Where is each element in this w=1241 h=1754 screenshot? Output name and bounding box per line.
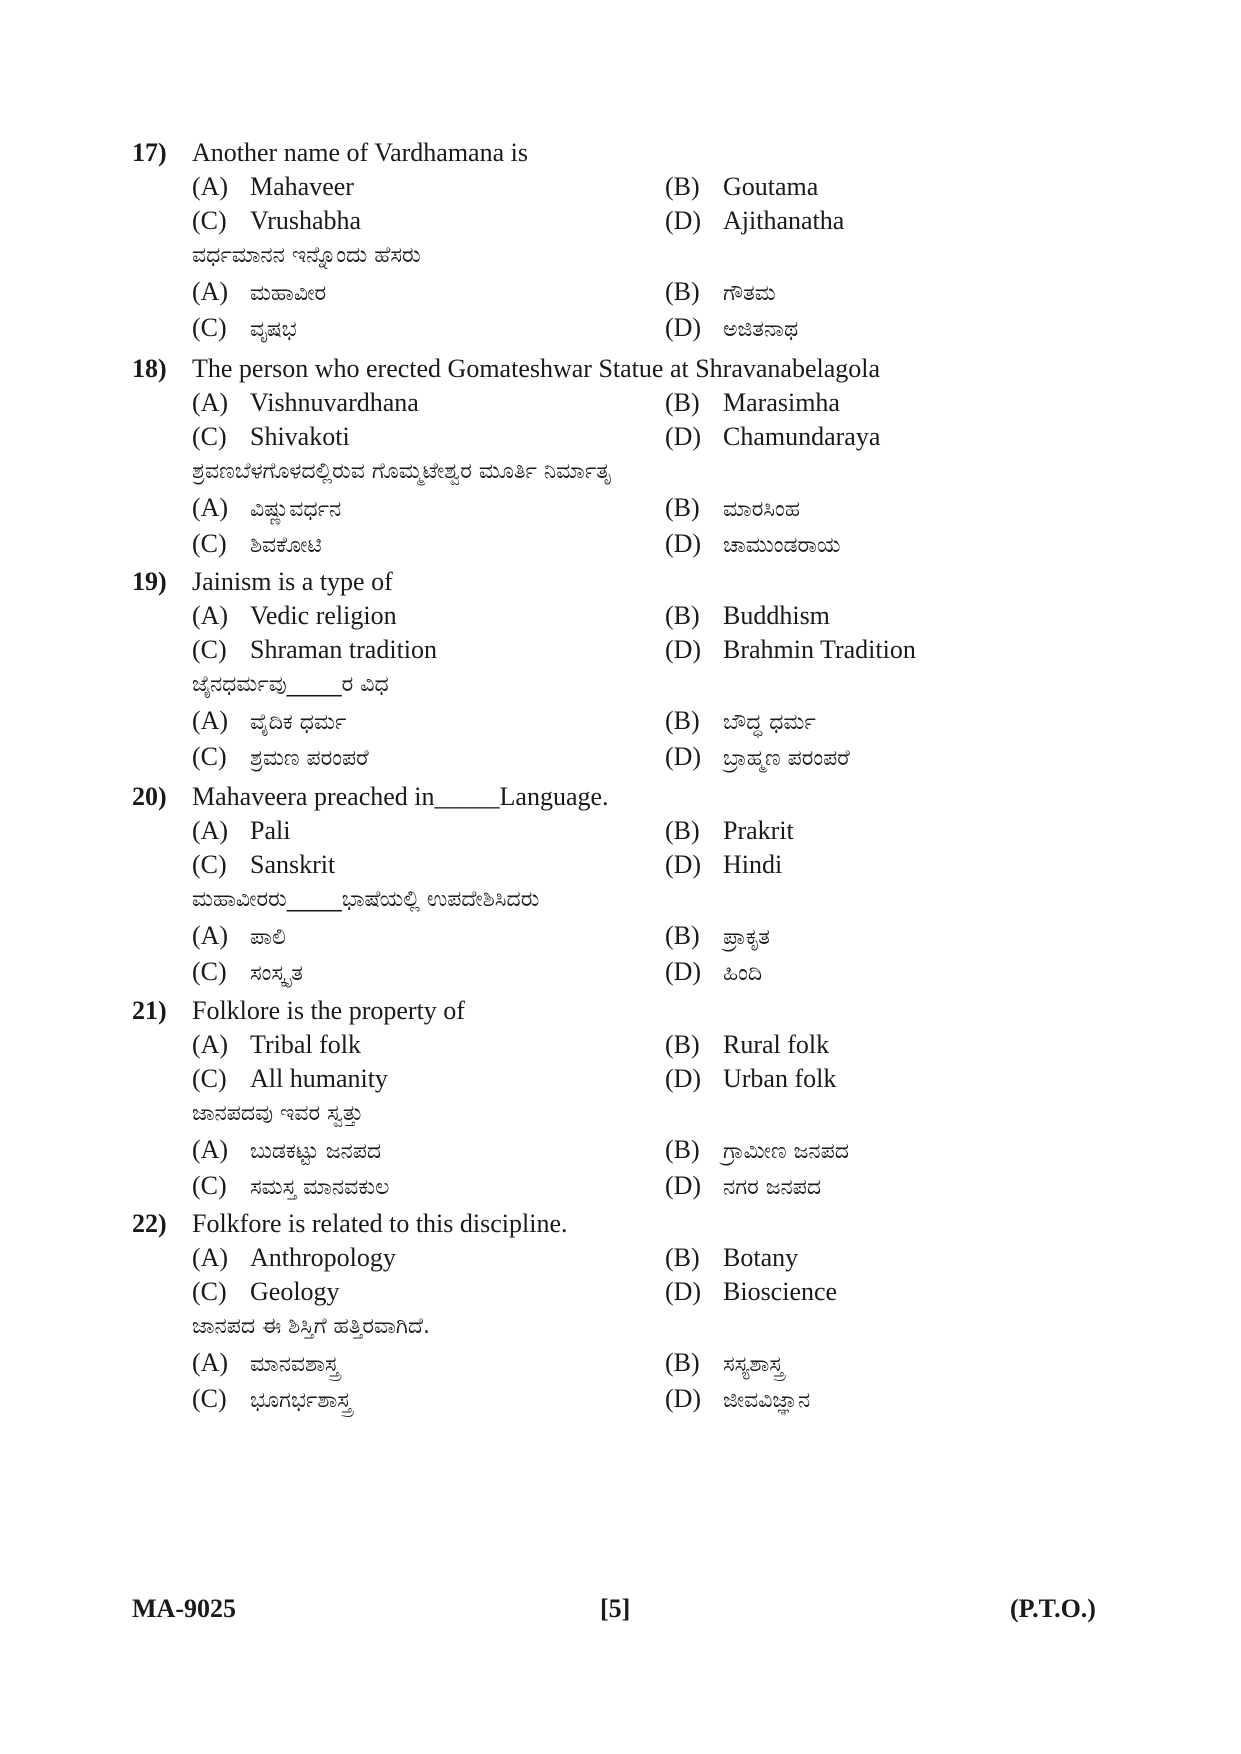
option-row — [132, 204, 1112, 238]
option-text: Bioscience — [723, 1277, 838, 1306]
option-label: (A) — [192, 1348, 229, 1377]
option-label: (C) — [192, 635, 227, 664]
option-text: ಮಾನವಶಾಸ್ತ್ರ — [250, 1352, 340, 1377]
option — [192, 703, 346, 741]
option-label: (A) — [192, 493, 229, 522]
option-text: ಪಾಲಿ — [250, 925, 286, 950]
option-label: (A) — [192, 601, 229, 630]
option-text: ಮಹಾವೀರ — [250, 281, 327, 306]
option — [192, 386, 419, 420]
option — [665, 848, 782, 882]
option-text: ಚಾಮುಂಡರಾಯ — [723, 533, 841, 558]
option-row — [132, 1241, 1112, 1275]
option-label: (B) — [665, 921, 700, 950]
option-label: (A) — [192, 921, 229, 950]
option-label: (D) — [665, 1384, 702, 1413]
question-number: 18) — [132, 354, 167, 383]
option-text: Chamundaraya — [723, 422, 881, 451]
option-text: ಬೌದ್ಧ ಧರ್ಮ — [723, 710, 816, 735]
option-label: (B) — [665, 172, 700, 201]
option — [665, 526, 840, 564]
option-label: (A) — [192, 816, 229, 845]
option — [665, 490, 800, 528]
option — [192, 170, 354, 204]
option-label: (C) — [192, 957, 227, 986]
option-text: ಗ್ರಾಮೀಣ ಜನಪದ — [723, 1139, 849, 1164]
option-row — [132, 1381, 1112, 1417]
option-label: (D) — [665, 957, 702, 986]
option — [665, 1132, 849, 1170]
question-number: 19) — [132, 567, 167, 596]
option — [665, 1168, 821, 1206]
question-text-kannada: ಜೈನಧರ್ಮವು_____ರ ವಿಧ — [192, 672, 389, 697]
option-row — [132, 1345, 1112, 1381]
kannada-question-row — [132, 882, 1112, 918]
option-text: ಜೀವವಿಜ್ಞಾನ — [723, 1388, 811, 1413]
option-row — [132, 526, 1112, 562]
option-label: (D) — [665, 529, 702, 558]
question-block — [132, 1207, 1112, 1417]
kannada-question-row — [132, 667, 1112, 703]
question-text-english: Mahaveera preached in_____Language. — [192, 782, 609, 811]
option-label: (D) — [665, 422, 702, 451]
option — [192, 814, 290, 848]
option — [192, 490, 341, 528]
option-label: (C) — [192, 206, 227, 235]
question-block — [132, 352, 1112, 562]
option-label: (A) — [192, 1030, 229, 1059]
option-text: Anthropology — [250, 1243, 396, 1272]
option — [665, 739, 850, 777]
question-heading — [132, 780, 1112, 814]
option-label: (B) — [665, 1135, 700, 1164]
option-text: ಭೂಗರ್ಭಶಾಸ್ತ್ರ — [250, 1388, 352, 1413]
question-text-kannada: ಜಾನಪದ ಈ ಶಿಸ್ತಿಗೆ ಹತ್ತಿರವಾಗಿದೆ. — [192, 1314, 430, 1339]
option-label: (B) — [665, 388, 700, 417]
option-label: (B) — [665, 706, 700, 735]
question-number: 21) — [132, 996, 167, 1025]
please-turn-over: (P.T.O.) — [1010, 1594, 1096, 1623]
option-label: (D) — [665, 1171, 702, 1200]
option-text: Shivakoti — [250, 422, 350, 451]
option — [665, 1381, 810, 1419]
option-row — [132, 1275, 1112, 1309]
question-text-english: Folkfore is related to this discipline. — [192, 1209, 568, 1238]
option — [192, 204, 361, 238]
question-text-english: Folklore is the property of — [192, 996, 465, 1025]
option-row — [132, 1132, 1112, 1168]
option-row — [132, 386, 1112, 420]
question-block — [132, 136, 1112, 346]
question-block — [132, 780, 1112, 990]
option-row — [132, 814, 1112, 848]
option — [192, 633, 437, 667]
option-label: (A) — [192, 388, 229, 417]
option-label: (A) — [192, 706, 229, 735]
question-text-english: The person who erected Gomateshwar Statue at Shravanabelagola — [192, 354, 881, 383]
option-row — [132, 420, 1112, 454]
option-label: (D) — [665, 313, 702, 342]
question-heading — [132, 994, 1112, 1028]
option-label: (B) — [665, 493, 700, 522]
option — [665, 954, 762, 992]
option-text: Marasimha — [723, 388, 840, 417]
option-text: Vrushabha — [250, 206, 362, 235]
kannada-question-row — [132, 454, 1112, 490]
option — [665, 386, 840, 420]
option-text: Prakrit — [723, 816, 794, 845]
option-text: ವೈದಿಕ ಧರ್ಮ — [250, 710, 347, 735]
option-row — [132, 633, 1112, 667]
question-text-english: Another name of Vardhamana is — [192, 138, 528, 167]
option — [192, 526, 322, 564]
option — [665, 918, 770, 956]
question-text-kannada: ಜಾನಪದವು ಇವರ ಸ್ವತ್ತು — [192, 1101, 364, 1126]
option-text: Vishnuvardhana — [250, 388, 419, 417]
option-text: Mahaveer — [250, 172, 354, 201]
option-text: Pali — [250, 816, 291, 845]
option-label: (B) — [665, 601, 700, 630]
option-label: (C) — [192, 850, 227, 879]
option — [665, 204, 844, 238]
option-label: (D) — [665, 742, 702, 771]
option-text: ಸಮಸ್ತ ಮಾನವಕುಲ — [250, 1175, 390, 1200]
option-label: (C) — [192, 1384, 227, 1413]
option-text: Buddhism — [723, 601, 830, 630]
option-row — [132, 703, 1112, 739]
option-text: ಸಸ್ಯಶಾಸ್ತ್ರ — [723, 1352, 784, 1377]
option — [192, 274, 326, 312]
question-number: 20) — [132, 782, 167, 811]
option-row — [132, 954, 1112, 990]
option — [192, 420, 350, 454]
option — [665, 170, 818, 204]
option — [192, 954, 303, 992]
option-row — [132, 1168, 1112, 1204]
option — [665, 599, 830, 633]
option-text: Hindi — [723, 850, 783, 879]
option — [665, 703, 816, 741]
option-text: ನಗರ ಜನಪದ — [723, 1175, 822, 1200]
option-text: Ajithanatha — [723, 206, 845, 235]
option-row — [132, 1028, 1112, 1062]
paper-code: MA-9025 — [132, 1594, 236, 1623]
option-text: ವೃಷಭ — [250, 317, 297, 342]
option-text: ಸಂಸ್ಕೃತ — [250, 961, 303, 986]
option-label: (A) — [192, 1135, 229, 1164]
option-text: ಬುಡಕಟ್ಟು ಜನಪದ — [250, 1139, 382, 1164]
option — [192, 310, 297, 348]
question-text-kannada: ಮಹಾವೀರರು_____ಭಾಷೆಯಲ್ಲಿ ಉಪದೇಶಿಸಿದರು — [192, 887, 540, 912]
question-block — [132, 994, 1112, 1204]
option-label: (C) — [192, 1277, 227, 1306]
option — [665, 420, 880, 454]
option-text: ಶ್ರಮಣ ಪರಂಪರೆ — [250, 746, 369, 771]
option-label: (D) — [665, 1064, 702, 1093]
option-text: Rural folk — [723, 1030, 830, 1059]
question-heading — [132, 352, 1112, 386]
option — [192, 599, 397, 633]
option — [665, 1028, 829, 1062]
option-label: (B) — [665, 1348, 700, 1377]
option — [665, 1062, 836, 1096]
option — [665, 1241, 798, 1275]
kannada-question-row — [132, 1309, 1112, 1345]
option — [665, 310, 798, 348]
option-row — [132, 274, 1112, 310]
page-number: [5] — [600, 1594, 631, 1623]
option-text: ಪ್ರಾಕೃತ — [723, 925, 770, 950]
question-heading — [132, 136, 1112, 170]
option-text: Tribal folk — [250, 1030, 361, 1059]
option — [192, 1062, 388, 1096]
option — [192, 1168, 389, 1206]
option-text: ಬ್ರಾಹ್ಮಣ ಪರಂಪರೆ — [723, 746, 850, 771]
option-row — [132, 599, 1112, 633]
option-label: (D) — [665, 850, 702, 879]
question-number: 22) — [132, 1209, 167, 1238]
option — [665, 814, 794, 848]
option — [192, 1241, 396, 1275]
option-label: (C) — [192, 422, 227, 451]
question-block — [132, 565, 1112, 775]
option-text: ಅಜಿತನಾಥ — [723, 317, 799, 342]
question-text-english: Jainism is a type of — [192, 567, 393, 596]
option — [665, 274, 776, 312]
option-label: (B) — [665, 277, 700, 306]
option-label: (A) — [192, 1243, 229, 1272]
option-label: (B) — [665, 1243, 700, 1272]
option — [192, 848, 335, 882]
kannada-question-row — [132, 238, 1112, 274]
option-row — [132, 310, 1112, 346]
option-text: Vedic religion — [250, 601, 397, 630]
option — [665, 633, 916, 667]
option — [192, 1028, 361, 1062]
kannada-question-row — [132, 1096, 1112, 1132]
question-text-kannada: ವರ್ಧಮಾನನ ಇನ್ನೊಂದು ಹೆಸರು — [192, 243, 421, 268]
option-row — [132, 1062, 1112, 1096]
option-row — [132, 170, 1112, 204]
question-heading — [132, 565, 1112, 599]
option-label: (C) — [192, 313, 227, 342]
option-text: ಗೌತಮ — [723, 281, 776, 306]
option — [192, 1132, 381, 1170]
option-text: All humanity — [250, 1064, 388, 1093]
option — [192, 1381, 351, 1419]
question-number: 17) — [132, 138, 167, 167]
option-row — [132, 848, 1112, 882]
option-label: (C) — [192, 1171, 227, 1200]
option-label: (D) — [665, 1277, 702, 1306]
option-label: (B) — [665, 1030, 700, 1059]
option-row — [132, 490, 1112, 526]
option-text: Botany — [723, 1243, 799, 1272]
option — [192, 1275, 340, 1309]
option-text: Urban folk — [723, 1064, 837, 1093]
option-text: ಮಾರಸಿಂಹ — [723, 497, 801, 522]
option-text: ಹಿಂದಿ — [723, 961, 763, 986]
option-row — [132, 918, 1112, 954]
option-label: (D) — [665, 206, 702, 235]
question-heading — [132, 1207, 1112, 1241]
option-label: (C) — [192, 742, 227, 771]
option-text: ವಿಷ್ಣುವರ್ಧನ — [250, 497, 342, 522]
option-text: Brahmin Tradition — [723, 635, 916, 664]
option-label: (D) — [665, 635, 702, 664]
option — [665, 1345, 783, 1383]
option-text: Sanskrit — [250, 850, 336, 879]
question-text-kannada: ಶ್ರವಣಬೆಳಗೊಳದಲ್ಲಿರುವ ಗೊಮ್ಮಟೇಶ್ವರ ಮೂರ್ತಿ ನಿರ್ಮಾತೃ — [192, 459, 612, 484]
option-text: Goutama — [723, 172, 819, 201]
option-label: (C) — [192, 529, 227, 558]
option-label: (A) — [192, 277, 229, 306]
option-text: Shraman tradition — [250, 635, 438, 664]
option-label: (C) — [192, 1064, 227, 1093]
option — [192, 1345, 339, 1383]
option — [192, 918, 286, 956]
option — [192, 739, 369, 777]
option-label: (A) — [192, 172, 229, 201]
option-text: ಶಿವಕೋಟಿ — [250, 533, 322, 558]
option-text: Geology — [250, 1277, 340, 1306]
option — [665, 1275, 837, 1309]
option-label: (B) — [665, 816, 700, 845]
option-row — [132, 739, 1112, 775]
